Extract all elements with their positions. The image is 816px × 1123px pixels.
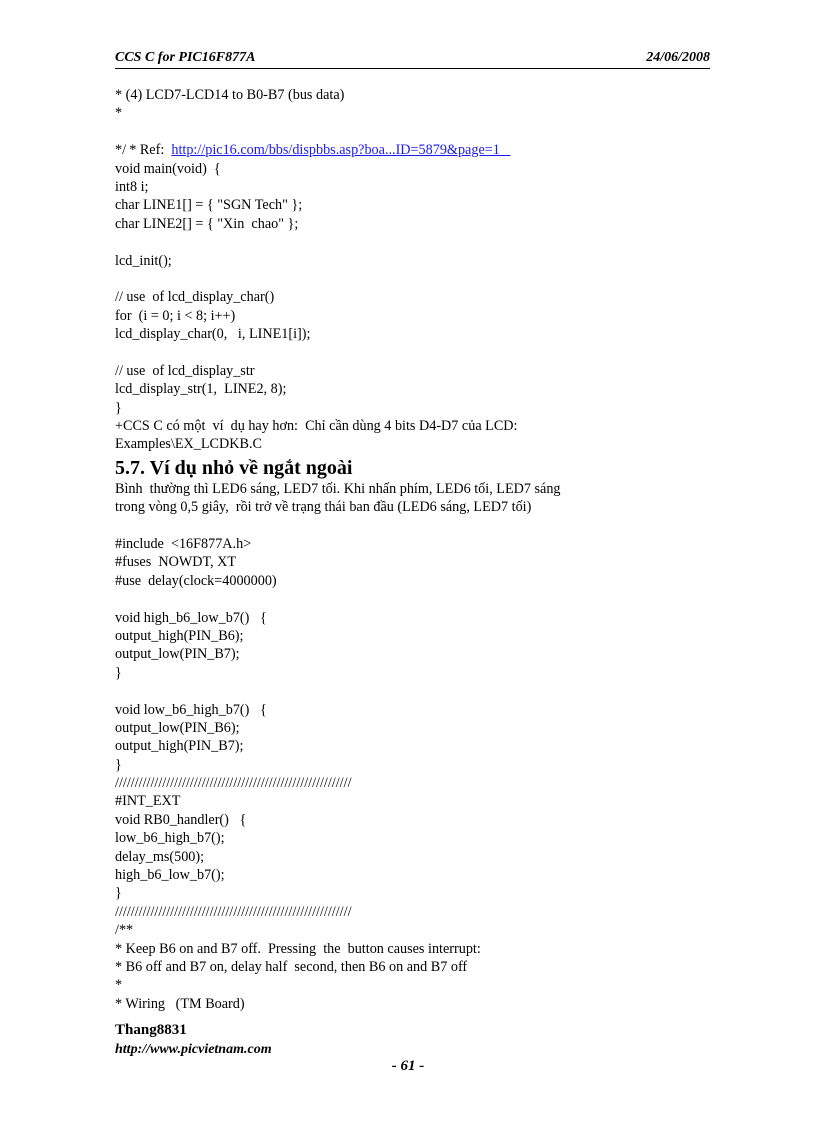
- section-heading: 5.7. Ví dụ nhỏ về ngắt ngoài: [115, 456, 353, 479]
- code-line: low_b6_high_b7();: [115, 830, 225, 847]
- code-line: [115, 270, 715, 288]
- code-line: */: [115, 142, 127, 159]
- code-block-1: [115, 86, 715, 123]
- code-line: #include <16F877A.h>: [115, 535, 252, 552]
- code-line: * B6 off and B7 on, delay half second, then B6 on and B7 off: [115, 958, 468, 975]
- code-line: ////////////////////////////////////////////////////////////: [115, 775, 352, 792]
- reference-prefix: * Ref:: [129, 142, 172, 159]
- code-line: #INT_EXT: [115, 793, 181, 810]
- code-line: void main(void) {: [115, 160, 221, 177]
- code-line: lcd_display_char(0, i, LINE1[i]);: [115, 326, 311, 343]
- code-line: lcd_init();: [115, 252, 172, 269]
- code-line: }: [115, 664, 122, 681]
- page-number: - 61 -: [391, 1058, 425, 1074]
- code-line: void low_b6_high_b7() {: [115, 701, 267, 718]
- code-line: void RB0_handler() {: [115, 811, 247, 828]
- page-header: [115, 50, 710, 69]
- code-line: ////////////////////////////////////////////////////////////: [115, 903, 352, 920]
- code-line: #use delay(clock=4000000): [115, 572, 277, 589]
- code-block-2: [115, 141, 715, 454]
- code-line: [115, 682, 715, 700]
- code-line: // use of lcd_display_char(): [115, 289, 275, 306]
- code-line: [115, 233, 715, 251]
- reference-link[interactable]: http://pic16.com/bbs/dispbbs.asp?boa...ID=5879&page=1: [171, 142, 511, 159]
- code-line: output_low(PIN_B6);: [115, 719, 240, 736]
- code-line: #fuses NOWDT, XT: [115, 554, 237, 571]
- header-date: 24/06/2008: [646, 50, 710, 65]
- code-block-3: [115, 480, 715, 1013]
- code-line: void high_b6_low_b7() {: [115, 609, 267, 626]
- code-line: Examples\EX_LCDKB.C: [115, 436, 262, 453]
- code-line: * (4) LCD7-LCD14 to B0-B7 (bus data): [115, 87, 345, 103]
- code-line: char LINE1[] = { "SGN Tech" };: [115, 197, 303, 214]
- document-body: [115, 86, 715, 1013]
- code-line: *: [115, 977, 123, 994]
- footer-author: Thang8831: [115, 1022, 187, 1038]
- code-line: * Wiring (TM Board): [115, 995, 245, 1012]
- code-line: }: [115, 885, 122, 902]
- code-line: Bình thường thì LED6 sáng, LED7 tối. Khi nhấn phím, LED6 tối, LED7 sáng: [115, 480, 561, 497]
- code-line: [115, 590, 715, 608]
- header-title: CCS C for PIC16F877A: [115, 50, 256, 65]
- code-line: char LINE2[] = { "Xin chao" };: [115, 215, 299, 232]
- code-line: delay_ms(500);: [115, 848, 205, 865]
- code-line: output_low(PIN_B7);: [115, 646, 240, 663]
- footer-url: http://www.picvietnam.com: [115, 1042, 272, 1057]
- code-line: for (i = 0; i < 8; i++): [115, 307, 236, 324]
- code-line: output_high(PIN_B6);: [115, 627, 244, 644]
- code-line: }: [115, 756, 122, 773]
- code-line: *: [115, 105, 123, 122]
- code-line: [115, 517, 715, 535]
- code-line: lcd_display_str(1, LINE2, 8);: [115, 381, 287, 398]
- code-line: +CCS C có một ví dụ hay hơn: Chỉ cần dùng 4 bits D4-D7 của LCD:: [115, 418, 518, 435]
- code-line: trong vòng 0,5 giây, rồi trở về trạng thái ban đầu (LED6 sáng, LED7 tối): [115, 499, 532, 516]
- code-line: * Keep B6 on and B7 off. Pressing the button causes interrupt:: [115, 940, 481, 957]
- code-line: }: [115, 399, 122, 416]
- code-line: output_high(PIN_B7);: [115, 738, 244, 755]
- page-footer: [115, 1020, 272, 1060]
- code-line: /**: [115, 922, 134, 939]
- code-line: high_b6_low_b7();: [115, 867, 225, 884]
- reference-line: [115, 123, 715, 159]
- code-line: int8 i;: [115, 178, 149, 195]
- code-line: // use of lcd_display_str: [115, 362, 255, 379]
- code-line: [115, 343, 715, 361]
